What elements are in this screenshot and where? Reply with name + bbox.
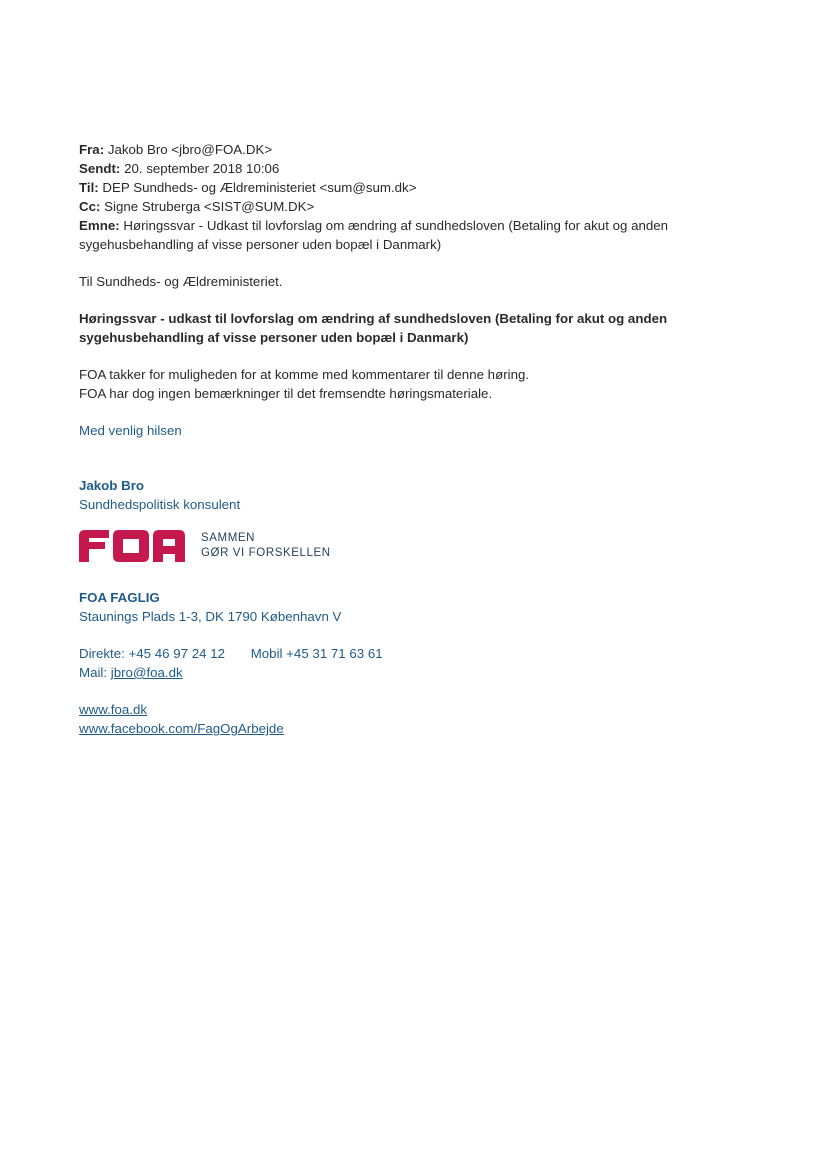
direct-phone: Direkte: +45 46 97 24 12 [79,646,225,661]
sent-value: 20. september 2018 10:06 [124,161,280,176]
to-label: Til: [79,180,99,195]
subject-value-line1: Høringssvar - Udkast til lovforslag om ændring af sundhedsloven (Betaling for akut og anden [123,218,669,233]
foa-tagline [201,531,331,561]
to-value: DEP Sundheds- og Ældreministeriet <sum@sum.dk> [102,180,417,195]
website-row [79,700,779,719]
email-header [79,140,779,254]
body-paragraph-line1: FOA takker for muligheden for at komme med kommentarer til denne høring. [79,367,530,382]
facebook-row [79,719,779,738]
from-row [79,140,779,159]
sender-name: Jakob Bro [79,478,145,493]
closing-text: Med venlig hilsen [79,423,182,438]
email-document [79,140,779,738]
sent-row [79,159,779,178]
website-link[interactable]: www.foa.dk [79,702,147,717]
mobile-phone: Mobil +45 31 71 63 61 [250,646,383,661]
body-paragraph-line2: FOA har dog ingen bemærkninger til det fremsendte høringsmateriale. [79,386,493,401]
phone-row [79,644,779,663]
response-heading-line2: sygehusbehandling af visse personer uden bopæl i Danmark) [79,330,469,345]
sent-label: Sendt: [79,161,121,176]
facebook-link[interactable]: www.facebook.com/FagOgArbejde [79,721,284,736]
mail-link[interactable]: jbro@foa.dk [110,665,183,680]
tagline-line2: GØR VI FORSKELLEN [201,547,331,559]
subject-row [79,216,779,235]
foa-logo-icon [79,530,185,562]
subject-value-line2: sygehusbehandling af visse personer uden bopæl i Danmark) [79,237,442,252]
to-row [79,178,779,197]
organization-name: FOA FAGLIG [79,590,160,605]
cc-label: Cc: [79,199,101,214]
organization-address: Staunings Plads 1-3, DK 1790 København V [79,609,342,624]
cc-value: Signe Struberga <SIST@SUM.DK> [104,199,315,214]
mail-row [79,663,779,682]
salutation: Til Sundheds- og Ældreministeriet. [79,274,283,289]
subject-label: Emne: [79,218,120,233]
mail-label: Mail: [79,665,108,680]
response-heading-line1: Høringssvar - udkast til lovforslag om ændring af sundhedsloven (Betaling for akut og anden [79,311,668,326]
cc-row [79,197,779,216]
foa-logo [79,526,779,566]
sender-title: Sundhedspolitisk konsulent [79,497,241,512]
tagline-line1: SAMMEN [201,532,256,544]
from-value: Jakob Bro <jbro@FOA.DK> [107,142,273,157]
from-label: Fra: [79,142,105,157]
